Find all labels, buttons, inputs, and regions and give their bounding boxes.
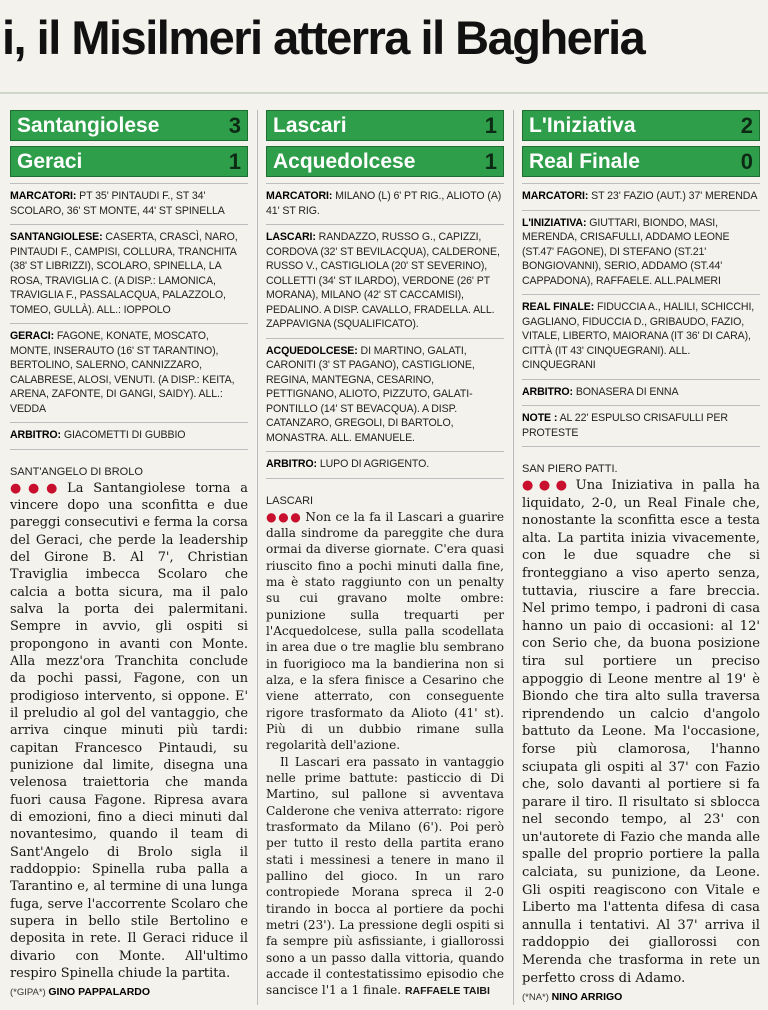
- home-lineup-box: [10, 225, 248, 324]
- referee-label: ARBITRO:: [10, 429, 61, 441]
- away-lineup-box: [522, 295, 760, 380]
- goals: 1: [228, 148, 241, 174]
- paragraph: Una Iniziativa in palla ha liquidato, 2-0, un Real Finale che, nonostante la sconfitta esce a testa alta. La partita inizia vivacemente, con le due squadre che si fronteggiano a viso aperto senza, tuttavia, riuscire a fare breccia. Nel primo tempo, i padroni di casa hanno un paio di occasioni: al 12' con Serio che, da buona posizione tira sul portiere un preciso appoggio di Leone mentre al 19' è Biondo che tira alto sulla traversa riprendendo un calcio d'angolo battuto da Leone. Ma l'occasione, forse più clamorosa, l'hanno sciupata gli ospiti al 37' con Fazio che, solo davanti al portiere si fa parare il tiro. Il risultato si sblocca nel secondo tempo, al 23' con un'autorete di Fazio che manda alle spalle del proprio portiere la palla calciata, su punizione, da Leone. Gli ospiti reagiscono con Vitale e Liberto ma l'attenta difesa di casa annulla i tentativi. Al 37' arriva il raddoppio dei giallorossi con Merenda che trasforma in rete un perfetto cross di Adamo.: [522, 478, 760, 986]
- bullet-dots-icon: ●●●: [522, 478, 573, 493]
- scorers-text: ST 23' FAZIO (AUT.) 37' MERENDA: [591, 190, 758, 202]
- goals: 0: [740, 148, 753, 174]
- home-lineup-label: L'INIZIATIVA:: [522, 216, 587, 229]
- away-lineup-text: FAGONE, KONATE, MOSCATO, MONTE, INSERAUTO (16' ST TARANTINO), BERTOLINO, SALERNO, CANNIZZARO, CALABRESE, ALOSI, VENUTI. (A DISP.: KEITA, ARENA, ZAFONTE, DI GANGI, SAIDY). ALL.: VEDDA: [10, 330, 235, 415]
- bullet-dots-icon: ●●●: [266, 509, 303, 524]
- away-lineup-label: REAL FINALE:: [522, 301, 595, 313]
- score-row-home: [522, 110, 760, 141]
- byline-name: RAFFAELE TAIBI: [404, 985, 490, 998]
- team-name: Lascari: [273, 113, 347, 137]
- scorers-label: MARCATORI:: [10, 190, 77, 202]
- away-lineup-label: GERACI:: [10, 330, 55, 342]
- goals: 1: [484, 112, 497, 138]
- away-lineup-text: FIDUCCIA A., HALILI, SCHICCHI, GAGLIANO, FIDUCCIA D., GRIBAUDO, FAZIO, VITALE, LIBERTO, MAIORANA (IT 36' DI CARA), CITTÀ (IT 43' CINQUEGRANI). ALL. CINQUEGRANI: [522, 301, 755, 371]
- away-lineup-box: [266, 339, 504, 453]
- referee-box: [10, 423, 248, 450]
- notes-label: NOTE :: [522, 412, 558, 424]
- scorers-label: MARCATORI:: [266, 190, 333, 202]
- scorers-box: [522, 183, 760, 211]
- score-row-away: [522, 146, 760, 177]
- byline-initials: (*GIPA*): [10, 987, 46, 999]
- referee-text: GIACOMETTI DI GUBBIO: [63, 429, 186, 441]
- byline: [10, 986, 248, 998]
- dateline: LASCARI: [266, 494, 314, 507]
- goals: 3: [228, 112, 241, 138]
- referee-box: [522, 380, 760, 407]
- top-rule: [0, 92, 768, 94]
- referee-text: BONASERA DI ENNA: [575, 385, 679, 398]
- home-lineup-text: RANDAZZO, RUSSO G., CAPIZZI, CORDOVA (32' ST BEVILACQUA), CALDERONE, RUSSO V., CASTIGLIOLA (20' ST SEVERINO), COLLETTI (34' ST ILARDO), VERDONE (26' PT MORANA), MILANO (42' ST CACCAMISI), PEDALINO. A DISP. CAVALLO, FRADELLA. ALL. ZAPPAVIGNA (SQUALIFICATO).: [266, 231, 500, 330]
- scorers-text: MILANO (L) 6' PT RIG., ALIOTO (A) 41' ST RIG.: [266, 190, 502, 217]
- home-lineup-label: SANTANGIOLESE:: [10, 231, 103, 243]
- dateline: SANT'ANGELO DI BROLO: [10, 465, 143, 478]
- paragraph: Il Lascari era passato in vantaggio nelle prime battute: pasticcio di Di Martino, sul pallone si avventava Calderone che veniva atterrato: rigore trasformato da Milano (6'). Poi però per tutto il resto della partita erano stati i messinesi a tenere in mano il pallino del gioco. In un raro contropiede Morana spreca il 2-0 tirando in bocca al portiere da pochi metri (23'). La pressione degli ospiti si fa sempre più asfissiante, i giallorossi sono a un passo dalla vittoria, quando accade il contestatissimo episodio che sancisce l'1 a 1 finale.: [266, 754, 504, 998]
- referee-label: ARBITRO:: [266, 458, 317, 470]
- goals: 2: [740, 112, 753, 138]
- paragraph: La Santangiolese torna a vincere dopo una sconfitta e due pareggi consecutivi e ferma la corsa del Geraci, che perde la leadership del Girone B. Al 7', Christian Traviglia imbecca Scolaro che calcia a botta sicura, ma il palo salva la porta dei palermitani. Sempre in avvio, gli ospiti si propongono in avanti con Monte. Alla mezz'ora Tranchita conclude da pochi passi, Fagone, con un prodigioso intervento, si oppone. E' il preludio al gol del vantaggio, che arriva cinque minuti più tardi: capitan Francesco Pintaudi, su punizione dal limite, disegna una velenosa traiettoria che manda fuori causa Fagone. Ripresa avara di emozioni, fino a dieci minuti dal novantesimo, quando il team di Sant'Angelo di Brolo sigla il raddoppio: Spinella ruba palla a Tarantino e, al termine di una lunga fuga, serve l'accorrente Scolaro che supera in bello stile Bertolino e deposita in rete. Il Geraci riduce il divario con Monte. All'ultimo respiro Spinella chiude la partita.: [10, 480, 248, 982]
- score-row-away: [266, 146, 504, 177]
- score-row-home: [266, 110, 504, 141]
- scorers-text: PT 35' PINTAUDI F., ST 34' SCOLARO, 36' ST MONTE, 44' ST SPINELLA: [10, 190, 225, 217]
- match-column-3: [522, 110, 760, 1003]
- byline-name: NINO ARRIGO: [551, 991, 623, 1004]
- bullet-dots-icon: ●●●: [10, 480, 65, 496]
- team-name: Acquedolcese: [273, 149, 416, 173]
- notes-box: [522, 406, 760, 447]
- scorers-box: [10, 183, 248, 225]
- match-column-2: [266, 110, 504, 1000]
- home-lineup-text: GIUTTARI, BIONDO, MASI, MERENDA, CRISAFULLI, ADDAMO LEONE (ST.47' FAGONE), DI STEFANO (ST.21' BONGIOVANNI), SERIO, ADDAMO (ST.44' CAPPADONA), RAFFAELE. ALL.PALMERI: [522, 216, 730, 287]
- dateline: SAN PIERO PATTI.: [522, 463, 618, 475]
- byline-initials: (*NA*): [522, 992, 549, 1004]
- headline: i, il Misilmeri atterra il Bagheria: [2, 11, 645, 64]
- scorers-box: [266, 183, 504, 225]
- team-name: Real Finale: [529, 149, 640, 173]
- away-lineup-label: ACQUEDOLCESE:: [266, 344, 358, 357]
- article-body: [10, 480, 248, 983]
- goals: 1: [484, 148, 497, 174]
- away-lineup-text: DI MARTINO, GALATI, CARONITI (3' ST PAGANO), CASTIGLIONE, REGINA, MANTEGNA, CESARINO, PETTIGNANO, ALIOTO, PIZZUTO, GALATI-PONTILLO (14' ST BEVACQUA). A DISP. CATANZARO, GREGOLI, DI BARTOLO, MONASTRA. ALL. EMANUELE.: [266, 344, 475, 444]
- team-name: Geraci: [17, 149, 83, 173]
- score-row-away: [10, 146, 248, 177]
- paragraph: Non ce la fa il Lascari a guarire dalla sindrome da pareggite che dura ormai da diverse giornate. C'era quasi riuscito fino a pochi minuti dalla fine, ma è stato raggiunto con un penalty su cui gravano molte ombre: punizione sulla trequarti per l'Acquedolcese, sulla palla scodellata in area due o tre maglie blu sembrano in fuorigioco ma la bandierina non si alza, e la sfera finisce a Cesarino che viene atterrato, con conseguente rigore trasformato da Alioto (41' st). Più di un dubbio rimane sulla regolarità dell'azione.: [266, 509, 504, 753]
- referee-box: [266, 452, 504, 479]
- score-row-home: [10, 110, 248, 141]
- away-lineup-box: [10, 324, 248, 423]
- home-lineup-box: [522, 211, 760, 296]
- home-lineup-text: CASERTA, CRASCÌ, NARO, PINTAUDI F., CAMPISI, COLLURA, TRANCHITA (38' ST LIBRIZZI), SCOLARO, SPINELLA, LA ROSA, TRAVIGLIA C. (A DISP.: LAMONICA, TRAVIGLIA F., PASSALACQUA, PALAZZOLO, TOMEO, GULLÀ). ALL.: IOPPOLO: [10, 231, 238, 316]
- byline: [522, 991, 760, 1003]
- match-column-1: [10, 110, 248, 998]
- referee-text: LUPO DI AGRIGENTO.: [319, 458, 430, 470]
- scorers-label: MARCATORI:: [522, 190, 589, 202]
- referee-label: ARBITRO:: [522, 385, 573, 398]
- article-body: [522, 477, 760, 987]
- team-name: Santangiolese: [17, 113, 160, 137]
- byline-name: GINO PAPPALARDO: [48, 986, 151, 999]
- home-lineup-label: LASCARI:: [266, 231, 316, 243]
- home-lineup-box: [266, 225, 504, 339]
- column-divider: [513, 110, 514, 1005]
- column-divider: [257, 110, 258, 1005]
- notes-text: AL 22' ESPULSO CRISAFULLI PER PROTESTE: [522, 412, 728, 439]
- team-name: L'Iniziativa: [529, 113, 636, 137]
- article-body: [266, 509, 504, 1000]
